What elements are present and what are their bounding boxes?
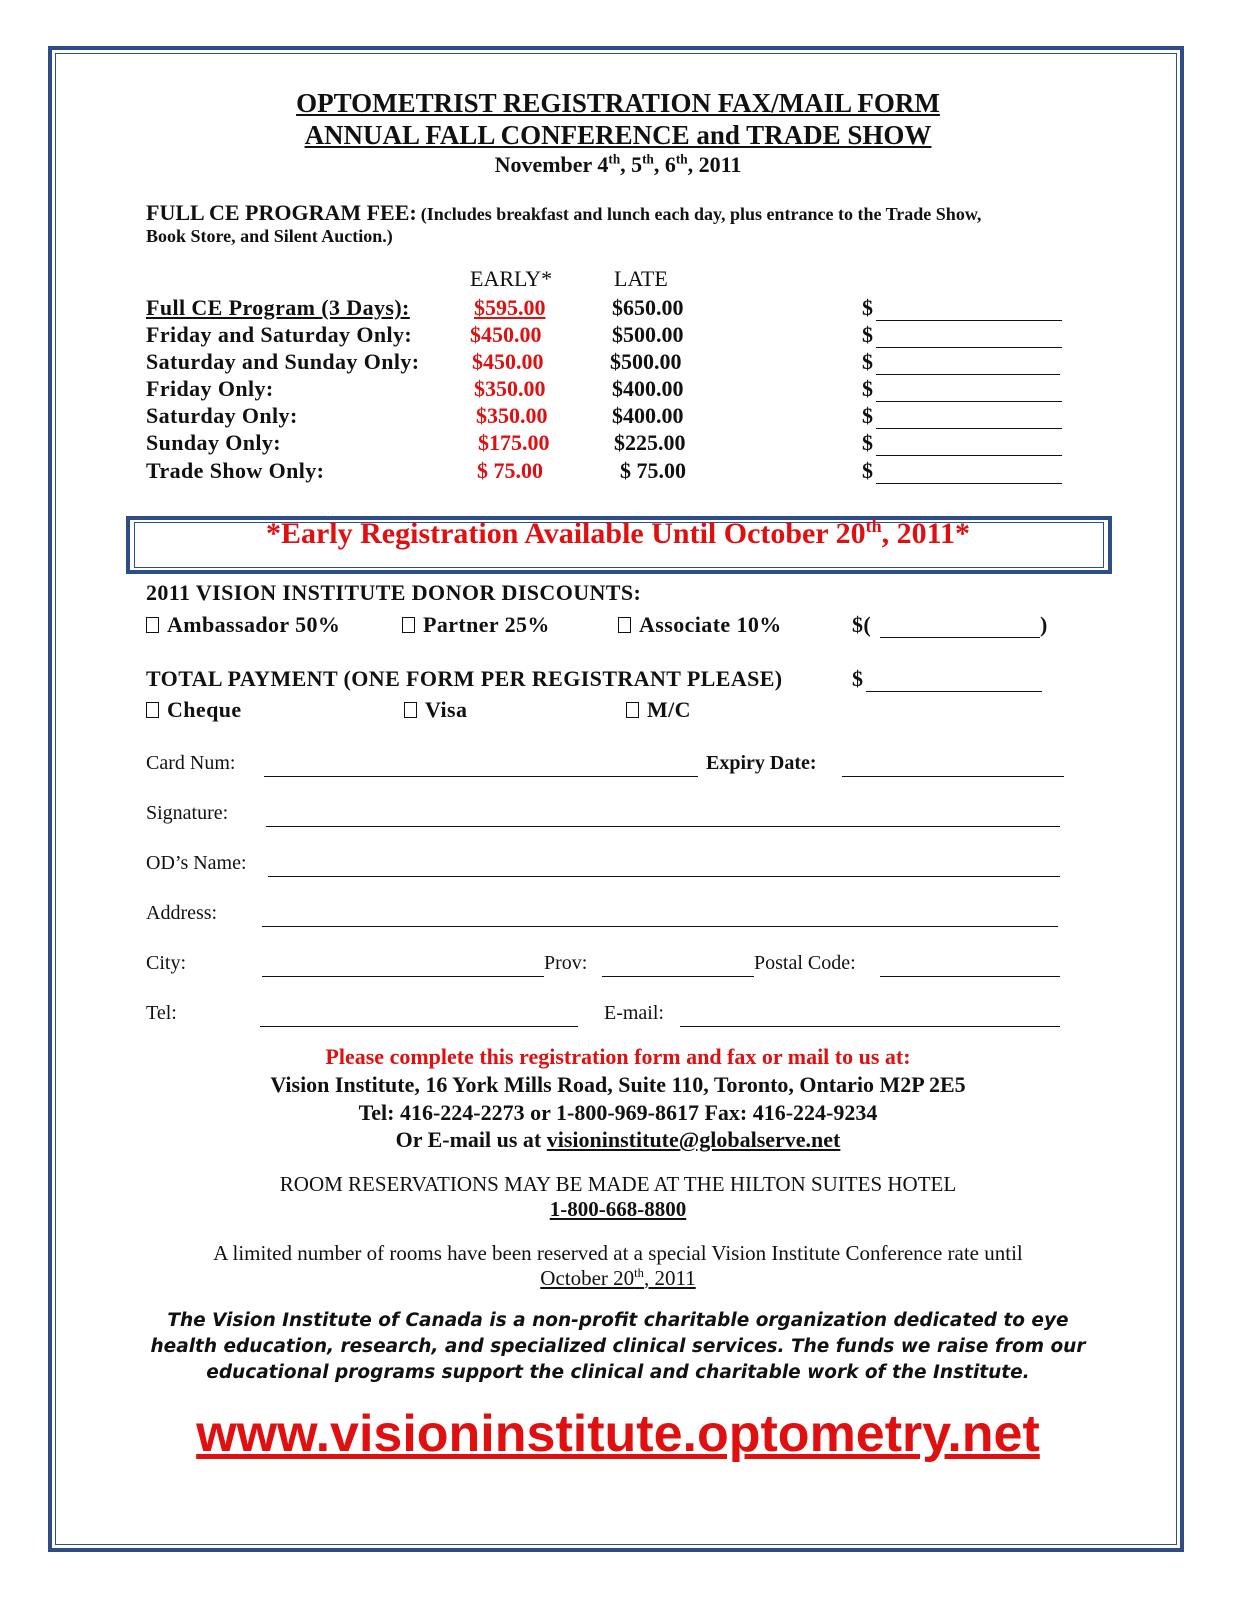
card-number-field[interactable] [264,776,698,777]
postal-code-field[interactable] [880,976,1060,977]
expiry-date-label: Expiry Date: [706,752,817,774]
contact-email-line: Or E-mail us at visioninstitute@globalserve.net [395,1127,841,1152]
fax-mail-instruction: Please complete this registration form and fax or mail to us at: [325,1044,911,1069]
email-field[interactable] [680,1026,1060,1027]
fee-row-early: $ 75.00 [477,458,543,483]
fee-row-early: $450.00 [470,322,542,347]
expiry-date-field[interactable] [842,776,1064,777]
total-payment-prefix: $ [852,666,864,691]
discount-amount-prefix: $( [852,612,872,637]
discount-amount-field[interactable] [880,637,1040,638]
about-institute: The Vision Institute of Canada is a non-profit charitable organization dedicated to eye health education, research, and specialized clinical services. The funds we raise from our educational programs support the clinical and charitable work of the Institute. [150,1310,1086,1383]
fee-row-amount-field[interactable] [876,374,1060,375]
fee-description: (Includes breakfast and lunch each day, plus entrance to the Trade Show, [420,204,982,224]
visa-option[interactable]: Visa [404,697,467,723]
email-label: E-mail: [604,1002,664,1024]
total-payment-heading: TOTAL PAYMENT (ONE FORM PER REGISTRANT PLEASE) [146,666,783,691]
signature-label: Signature: [146,802,229,824]
tel-label: Tel: [146,1002,177,1024]
ambassador-option[interactable]: Ambassador 50% [146,612,340,638]
fee-row-late: $400.00 [612,403,684,428]
city-label: City: [146,952,187,974]
cheque-checkbox[interactable] [146,702,159,718]
fee-row-early: $350.00 [476,403,548,428]
fee-row-late: $400.00 [612,376,684,401]
fee-row-early: $595.00 [474,295,546,320]
fee-row-dollar: $ [862,403,873,428]
address-field[interactable] [262,926,1058,927]
fee-heading: FULL CE PROGRAM FEE: [146,200,417,225]
associate-checkbox[interactable] [618,617,631,633]
visa-checkbox[interactable] [404,702,417,718]
fee-description-cont: Book Store, and Silent Auction.) [146,226,393,246]
tel-field[interactable] [260,1026,578,1027]
early-registration-text: *Early Registration Available Until October 20th, 2011* [265,516,971,550]
room-rate-note: A limited number of rooms have been reserved at a special Vision Institute Conference rate until [213,1241,1023,1265]
fee-row-dollar: $ [862,295,873,320]
fee-row-dollar: $ [862,376,873,401]
address-label: Address: [146,902,218,924]
city-field[interactable] [262,976,544,977]
fee-row-dollar: $ [862,349,873,374]
fee-row-dollar: $ [862,430,873,455]
fee-row-label: Saturday Only: [146,403,298,428]
room-rate-deadline: October 20th, 2011 [540,1266,696,1290]
postal-code-label: Postal Code: [754,952,856,974]
form-title: OPTOMETRIST REGISTRATION FAX/MAIL FORM [296,88,940,118]
fee-row-label: Saturday and Sunday Only: [146,349,420,374]
partner-checkbox[interactable] [402,617,415,633]
od-name-field[interactable] [268,876,1060,877]
partner-option[interactable]: Partner 25% [402,612,550,638]
card-number-label: Card Num: [146,752,236,774]
fee-row-late: $ 75.00 [620,458,686,483]
od-name-label: OD’s Name: [146,852,247,874]
column-late: LATE [614,266,668,291]
fee-row-amount-field[interactable] [876,320,1062,321]
province-label: Prov: [544,952,588,974]
fee-row-late: $500.00 [612,322,684,347]
associate-option[interactable]: Associate 10% [618,612,782,638]
fee-heading-line [146,200,981,226]
fee-row-amount-field[interactable] [876,401,1062,402]
room-reservations-notice: ROOM RESERVATIONS MAY BE MADE AT THE HILTON SUITES HOTEL [279,1172,957,1196]
fee-row-late: $650.00 [612,295,684,320]
signature-field[interactable] [266,826,1060,827]
donor-discounts-heading: 2011 VISION INSTITUTE DONOR DISCOUNTS: [146,580,642,605]
website-link[interactable]: www.visioninstitute.optometry.net [196,1405,1040,1463]
fee-row-label: Trade Show Only: [146,458,325,483]
contact-phones: Tel: 416-224-2273 or 1-800-969-8617 Fax: 416-224-9234 [358,1100,878,1125]
fee-row-early: $175.00 [478,430,550,455]
hotel-phone: 1-800-668-8800 [549,1197,687,1221]
conference-dates: November 4th, 5th, 6th, 2011 [494,151,742,177]
fee-row-label: Full CE Program (3 Days): [146,295,410,320]
column-early: EARLY* [470,266,553,291]
fee-row-label: Sunday Only: [146,430,282,455]
fee-row-dollar: $ [862,322,873,347]
province-field[interactable] [602,976,754,977]
fee-row-label: Friday and Saturday Only: [146,322,413,347]
fee-row-amount-field[interactable] [876,347,1062,348]
discount-amount-suffix: ) [1040,612,1048,637]
mc-option[interactable]: M/C [626,697,691,723]
ambassador-checkbox[interactable] [146,617,159,633]
fee-row-dollar: $ [862,458,873,483]
contact-email-link[interactable]: visioninstitute@globalserve.net [546,1127,841,1152]
mc-checkbox[interactable] [626,702,639,718]
form-subtitle: ANNUAL FALL CONFERENCE and TRADE SHOW [304,120,932,150]
cheque-option[interactable]: Cheque [146,697,242,723]
mailing-address: Vision Institute, 16 York Mills Road, Suite 110, Toronto, Ontario M2P 2E5 [270,1072,966,1097]
total-payment-field[interactable] [866,691,1042,692]
fee-row-amount-field[interactable] [876,483,1062,484]
fee-row-label: Friday Only: [146,376,274,401]
fee-row-late: $500.00 [610,349,682,374]
fee-row-amount-field[interactable] [876,428,1062,429]
fee-row-early: $350.00 [474,376,546,401]
fee-row-late: $225.00 [614,430,686,455]
fee-row-early: $450.00 [472,349,544,374]
fee-row-amount-field[interactable] [876,455,1062,456]
